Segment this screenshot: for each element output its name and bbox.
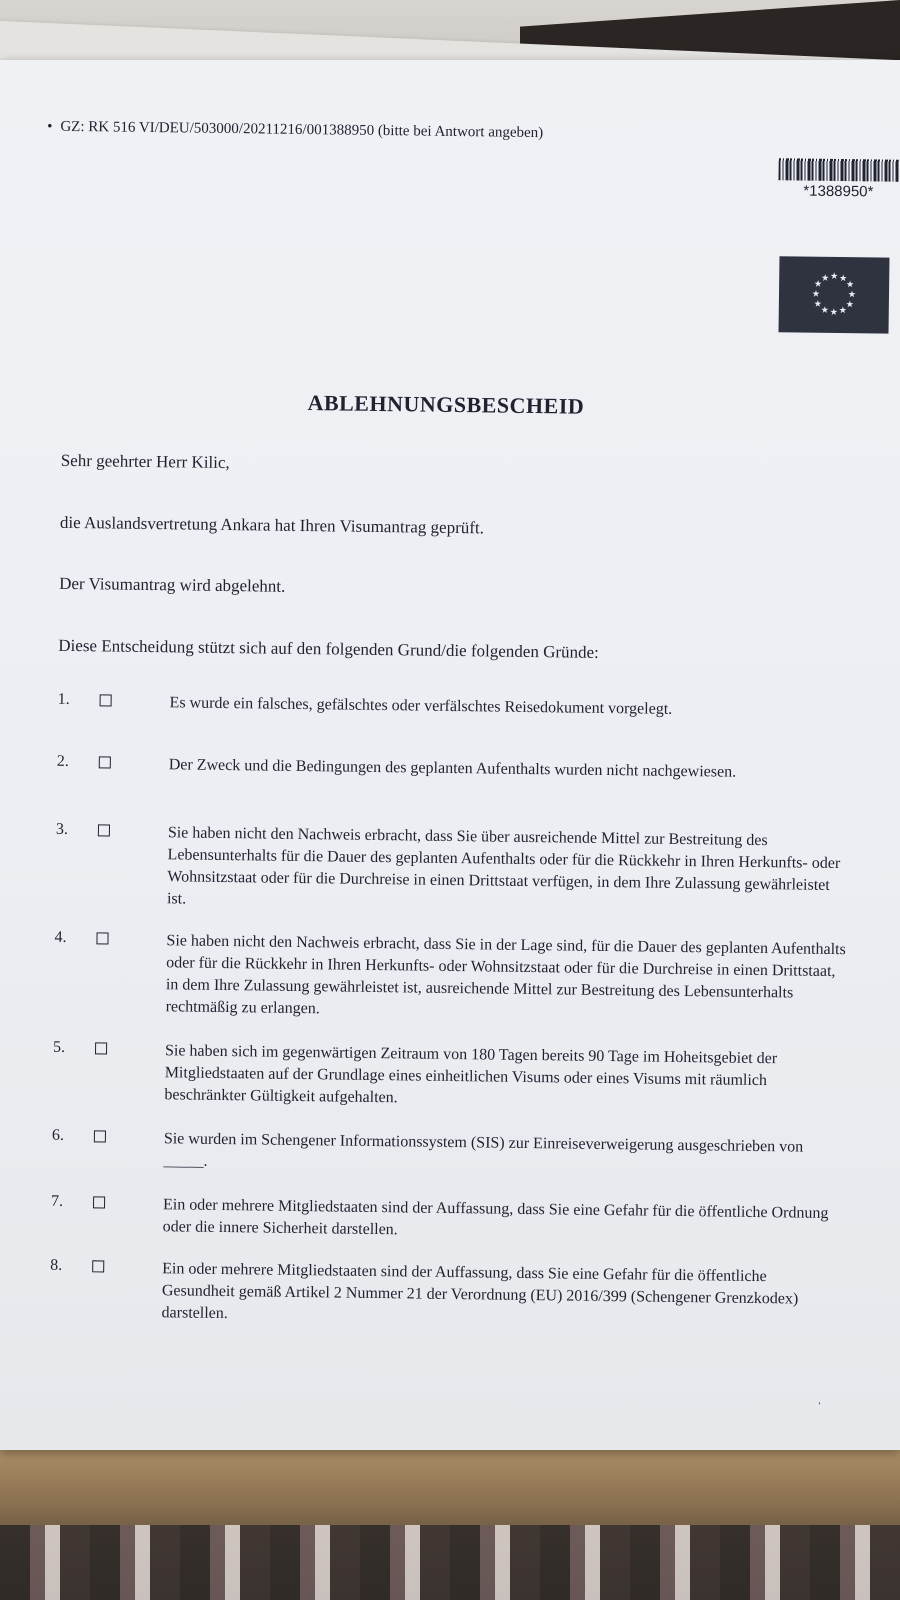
reason-checkbox [99, 756, 111, 768]
reason-item [0, 820, 890, 908]
floor-pattern [0, 1525, 900, 1600]
svg-text:★: ★ [845, 300, 854, 311]
svg-text:★: ★ [846, 280, 855, 291]
reason-item [0, 1192, 885, 1239]
grounds-intro: Diese Entscheidung stützt sich auf den folgenden Grund/die folgenden Gründe: [58, 635, 599, 662]
eu-flag-icon [779, 256, 890, 333]
barcode [778, 158, 898, 182]
reason-number: 2. [56, 752, 69, 770]
document-content [0, 60, 900, 1462]
svg-text:★: ★ [820, 305, 829, 316]
svg-text:★: ★ [814, 279, 823, 290]
svg-text:★: ★ [811, 289, 821, 300]
svg-text:★: ★ [829, 307, 838, 318]
document-page [0, 60, 900, 1450]
reason-text: Der Zweck und die Bedingungen des geplanten Aufenthalts wurden nicht nachgewiesen. [168, 756, 737, 781]
reasons-list [0, 690, 892, 1323]
reason-text: Sie wurden im Schengener Informationssystem (SIS) zur Einreiseverweigerung ausgeschrieben von _____. [163, 1130, 804, 1170]
reason-text: Ein oder mehrere Mitgliedstaaten sind der Auffassung, dass Sie eine Gefahr für die öffentliche Ordnung oder die innere Sicherheit darstellen. [162, 1196, 829, 1239]
reason-checkbox [94, 1130, 106, 1142]
reason-item [0, 928, 889, 1018]
reason-number: 5. [52, 1038, 66, 1056]
intro-sentence: die Auslandsvertretung Ankara hat Ihren Visumantrag geprüft. [59, 512, 485, 538]
svg-text:★: ★ [821, 273, 830, 284]
salutation: Sehr geehrter Herr Kilic, [60, 450, 230, 473]
reason-item [0, 752, 891, 781]
reason-text: Sie haben sich im gegenwärtigen Zeitraum von 180 Tagen bereits 90 Tage im Hoheitsgebiet der Mitgliedstaaten auf der Grundlage eines einheitlichen Visums oder eines Visums mit räumlich beschränkter Gültigkeit aufgehalten. [164, 1042, 778, 1107]
bullet-dot: • [47, 118, 53, 135]
reason-text: Ein oder mehrere Mitgliedstaaten sind der Auffassung, dass Sie eine Gefahr für die öffentliche Gesundheit gemäß Artikel 2 Nummer 21 der Verordnung (EU) 2016/399 (Schengener Grenzkodex) darstellen. [161, 1260, 799, 1323]
reference-line [47, 119, 543, 142]
svg-text:★: ★ [830, 271, 839, 282]
reason-checkbox [96, 932, 108, 944]
reason-item [0, 690, 892, 718]
svg-text:★: ★ [847, 290, 857, 301]
barcode-number: *1388950* [803, 182, 874, 201]
reason-number: 6. [51, 1126, 65, 1144]
reason-number: 8. [50, 1256, 63, 1274]
reason-number: 3. [55, 820, 69, 838]
reason-text: Sie haben nicht den Nachweis erbracht, dass Sie in der Lage sind, für die Dauer des geplanten Aufenthalts oder für die Rückkehr in Ihren Herkunfts- oder Wohnsitzstaat oder für die Durchreise in einen Drittstaat, in dem Ihre Zulassung gewährleistet ist, ausreichende Mittel zur Bestreitung des Lebensunterhalts rechtmäßig zu erlangen. [165, 932, 846, 1018]
reason-checkbox [92, 1260, 104, 1272]
reason-item [0, 1256, 884, 1323]
reason-checkbox [98, 824, 110, 836]
document-title: ABLEHNUNGSBESCHEID [307, 390, 585, 419]
reason-checkbox [100, 694, 112, 706]
reason-checkbox [95, 1042, 107, 1054]
svg-text:★: ★ [839, 274, 848, 285]
page-marker: ' [818, 1400, 821, 1412]
reference-text: GZ: RK 516 VI/DEU/503000/20211216/001388950 (bitte bei Antwort angeben) [60, 118, 544, 142]
decision-sentence: Der Visumantrag wird abgelehnt. [59, 573, 286, 596]
reason-number: 4. [54, 928, 67, 946]
reason-number: 7. [50, 1192, 64, 1210]
eu-stars-icon [779, 256, 890, 333]
reason-text: Es wurde ein falsches, gefälschtes oder verfälschtes Reisedokument vorgelegt. [169, 694, 673, 718]
svg-text:★: ★ [813, 299, 822, 310]
reason-item [0, 1038, 887, 1107]
reason-number: 1. [57, 690, 70, 708]
reason-item [0, 1126, 886, 1170]
svg-text:★: ★ [838, 306, 847, 317]
reason-text: Sie haben nicht den Nachweis erbracht, dass Sie über ausreichende Mittel zur Bestreitung des Lebensunterhalts für die Dauer des geplanten Aufenthalts oder für die Rückkehr in Ihren Herkunfts- oder Wohnsitzstaat oder für die Durchreise in einen Drittstaat verfügen, in dem Ihre Zulassung gewährleistet ist. [166, 824, 841, 908]
reason-checkbox [93, 1196, 105, 1208]
